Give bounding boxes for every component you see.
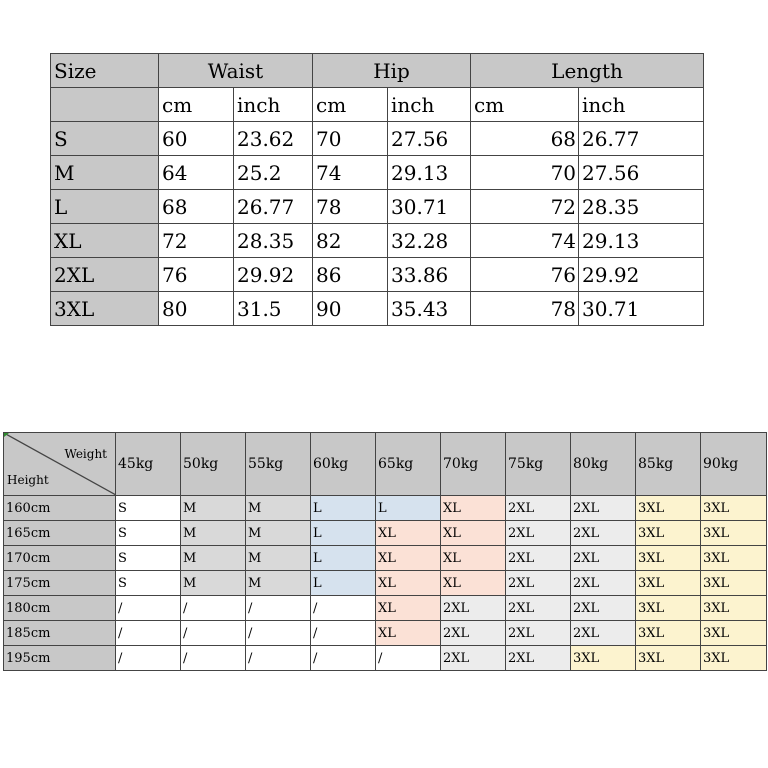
size-recommendation-cell: 3XL xyxy=(571,646,636,671)
measurement-cell: 31.5 xyxy=(234,292,313,326)
height-row-header: 195cm xyxy=(4,646,116,671)
length-cm-cell: 78 xyxy=(471,292,579,326)
weight-axis-label: Weight xyxy=(64,447,107,461)
size-table-row xyxy=(51,292,704,326)
height-row-header: 170cm xyxy=(4,546,116,571)
size-recommendation-cell: / xyxy=(376,646,441,671)
size-recommendation-cell: / xyxy=(311,646,376,671)
size-recommendation-cell: / xyxy=(181,621,246,646)
size-recommendation-cell: / xyxy=(116,621,181,646)
size-recommendation-cell: 3XL xyxy=(701,521,767,546)
size-recommendation-cell: 2XL xyxy=(506,571,571,596)
height-row-header: 185cm xyxy=(4,621,116,646)
size-recommendation-cell: S xyxy=(116,496,181,521)
size-recommendation-cell: / xyxy=(181,596,246,621)
measurement-cell: 78 xyxy=(313,190,388,224)
height-row-header: 165cm xyxy=(4,521,116,546)
unit-cell: inch xyxy=(579,88,704,122)
measurement-cell: 28.35 xyxy=(234,224,313,258)
height-row-header: 180cm xyxy=(4,596,116,621)
size-recommendation-cell: 3XL xyxy=(636,596,701,621)
size-recommendation-cell: 2XL xyxy=(506,521,571,546)
size-label-cell: 2XL xyxy=(51,258,159,292)
weight-column-header: 55kg xyxy=(246,433,311,496)
size-table-row xyxy=(51,224,704,258)
size-recommendation-cell: M xyxy=(181,546,246,571)
fit-table-row xyxy=(4,621,767,646)
size-recommendation-cell: 2XL xyxy=(506,496,571,521)
size-recommendation-cell: M xyxy=(246,496,311,521)
size-recommendation-cell: S xyxy=(116,546,181,571)
size-recommendation-cell: 2XL xyxy=(441,646,506,671)
length-header: Length xyxy=(471,54,704,88)
measurement-cell: 30.71 xyxy=(579,292,704,326)
size-recommendation-cell: 3XL xyxy=(636,496,701,521)
measurement-cell: 86 xyxy=(313,258,388,292)
size-recommendation-cell: / xyxy=(246,596,311,621)
measurement-cell: 29.13 xyxy=(388,156,471,190)
size-recommendation-cell: 3XL xyxy=(636,521,701,546)
weight-column-header: 65kg xyxy=(376,433,441,496)
height-weight-fit-table xyxy=(3,432,767,671)
length-cm-cell: 74 xyxy=(471,224,579,258)
measurement-cell: 72 xyxy=(159,224,234,258)
weight-column-header: 80kg xyxy=(571,433,636,496)
measurement-cell: 60 xyxy=(159,122,234,156)
size-recommendation-cell: 3XL xyxy=(701,546,767,571)
measurement-cell: 74 xyxy=(313,156,388,190)
size-recommendation-cell: M xyxy=(246,571,311,596)
measurement-cell: 29.13 xyxy=(579,224,704,258)
measurement-cell: 28.35 xyxy=(579,190,704,224)
size-recommendation-cell: 2XL xyxy=(571,571,636,596)
measurement-cell: 23.62 xyxy=(234,122,313,156)
size-recommendation-cell: / xyxy=(116,646,181,671)
weight-column-header: 50kg xyxy=(181,433,246,496)
size-recommendation-cell: / xyxy=(246,621,311,646)
size-table-row xyxy=(51,258,704,292)
length-cm-cell: 76 xyxy=(471,258,579,292)
measurement-cell: 27.56 xyxy=(388,122,471,156)
size-table-unit-row xyxy=(51,88,704,122)
size-recommendation-cell: L xyxy=(311,521,376,546)
measurement-cell: 70 xyxy=(313,122,388,156)
size-recommendation-cell: 2XL xyxy=(571,596,636,621)
size-recommendation-cell: XL xyxy=(376,621,441,646)
unit-cell: cm xyxy=(471,88,579,122)
length-cm-cell: 72 xyxy=(471,190,579,224)
size-recommendation-cell: / xyxy=(246,646,311,671)
size-recommendation-cell: 2XL xyxy=(506,646,571,671)
height-row-header: 175cm xyxy=(4,571,116,596)
size-recommendation-cell: 3XL xyxy=(701,571,767,596)
length-cm-cell: 70 xyxy=(471,156,579,190)
fit-table-row xyxy=(4,596,767,621)
size-recommendation-cell: 2XL xyxy=(506,621,571,646)
measurement-cell: 26.77 xyxy=(234,190,313,224)
size-recommendation-cell: M xyxy=(181,496,246,521)
fit-table-row xyxy=(4,521,767,546)
size-recommendation-cell: 3XL xyxy=(636,621,701,646)
size-recommendation-cell: 2XL xyxy=(441,596,506,621)
size-recommendation-cell: 3XL xyxy=(636,546,701,571)
size-recommendation-cell: XL xyxy=(441,546,506,571)
size-recommendation-cell: M xyxy=(181,521,246,546)
size-label-cell: L xyxy=(51,190,159,224)
size-table-row xyxy=(51,156,704,190)
size-recommendation-cell: 3XL xyxy=(701,596,767,621)
unit-cell: cm xyxy=(313,88,388,122)
measurement-cell: 29.92 xyxy=(234,258,313,292)
weight-column-header: 45kg xyxy=(116,433,181,496)
size-recommendation-cell: 3XL xyxy=(701,496,767,521)
size-recommendation-cell: S xyxy=(116,571,181,596)
size-recommendation-cell: XL xyxy=(376,596,441,621)
fit-table-header-row xyxy=(4,433,767,496)
height-row-header: 160cm xyxy=(4,496,116,521)
unit-cell: inch xyxy=(388,88,471,122)
measurement-cell: 30.71 xyxy=(388,190,471,224)
size-recommendation-cell: XL xyxy=(441,521,506,546)
hip-header: Hip xyxy=(313,54,471,88)
measurement-cell: 64 xyxy=(159,156,234,190)
size-recommendation-cell: L xyxy=(311,546,376,571)
size-recommendation-cell: XL xyxy=(376,546,441,571)
weight-column-header: 90kg xyxy=(701,433,767,496)
size-recommendation-cell: M xyxy=(246,546,311,571)
unit-corner-cell xyxy=(51,88,159,122)
size-recommendation-cell: L xyxy=(311,496,376,521)
size-measurement-table xyxy=(50,53,704,326)
size-recommendation-cell: M xyxy=(181,571,246,596)
diagonal-corner-cell xyxy=(4,433,116,496)
size-table-row xyxy=(51,122,704,156)
size-recommendation-cell: / xyxy=(116,596,181,621)
size-table-row xyxy=(51,190,704,224)
measurement-cell: 25.2 xyxy=(234,156,313,190)
size-recommendation-cell: 3XL xyxy=(636,646,701,671)
size-recommendation-cell: XL xyxy=(441,571,506,596)
measurement-cell: 80 xyxy=(159,292,234,326)
size-recommendation-cell: 2XL xyxy=(571,621,636,646)
measurement-cell: 35.43 xyxy=(388,292,471,326)
size-recommendation-cell: 3XL xyxy=(701,646,767,671)
measurement-cell: 76 xyxy=(159,258,234,292)
size-table-header-row xyxy=(51,54,704,88)
size-recommendation-cell: 3XL xyxy=(636,571,701,596)
size-recommendation-cell: / xyxy=(181,646,246,671)
size-recommendation-cell: 2XL xyxy=(571,546,636,571)
weight-column-header: 70kg xyxy=(441,433,506,496)
size-recommendation-cell: / xyxy=(311,621,376,646)
fit-table-row xyxy=(4,546,767,571)
measurement-cell: 82 xyxy=(313,224,388,258)
size-recommendation-cell: S xyxy=(116,521,181,546)
size-recommendation-cell: XL xyxy=(441,496,506,521)
measurement-cell: 68 xyxy=(159,190,234,224)
measurement-cell: 29.92 xyxy=(579,258,704,292)
size-label-cell: M xyxy=(51,156,159,190)
weight-column-header: 85kg xyxy=(636,433,701,496)
size-header: Size xyxy=(51,54,159,88)
size-recommendation-cell: XL xyxy=(376,521,441,546)
fit-table-row xyxy=(4,646,767,671)
size-recommendation-cell: L xyxy=(311,571,376,596)
fit-table-row xyxy=(4,496,767,521)
measurement-cell: 33.86 xyxy=(388,258,471,292)
measurement-cell: 32.28 xyxy=(388,224,471,258)
size-recommendation-cell: XL xyxy=(376,571,441,596)
waist-header: Waist xyxy=(159,54,313,88)
size-label-cell: S xyxy=(51,122,159,156)
size-label-cell: XL xyxy=(51,224,159,258)
measurement-cell: 26.77 xyxy=(579,122,704,156)
measurement-cell: 27.56 xyxy=(579,156,704,190)
weight-column-header: 75kg xyxy=(506,433,571,496)
size-recommendation-cell: 2XL xyxy=(441,621,506,646)
unit-cell: inch xyxy=(234,88,313,122)
size-recommendation-cell: L xyxy=(376,496,441,521)
size-recommendation-cell: M xyxy=(246,521,311,546)
size-recommendation-cell: 2XL xyxy=(506,546,571,571)
unit-cell: cm xyxy=(159,88,234,122)
size-recommendation-cell: 3XL xyxy=(701,621,767,646)
size-label-cell: 3XL xyxy=(51,292,159,326)
size-recommendation-cell: 2XL xyxy=(571,521,636,546)
length-cm-cell: 68 xyxy=(471,122,579,156)
measurement-cell: 90 xyxy=(313,292,388,326)
weight-column-header: 60kg xyxy=(311,433,376,496)
fit-table-row xyxy=(4,571,767,596)
size-recommendation-cell: 2XL xyxy=(506,596,571,621)
size-recommendation-cell: / xyxy=(311,596,376,621)
height-axis-label: Height xyxy=(7,473,49,487)
size-recommendation-cell: 2XL xyxy=(571,496,636,521)
